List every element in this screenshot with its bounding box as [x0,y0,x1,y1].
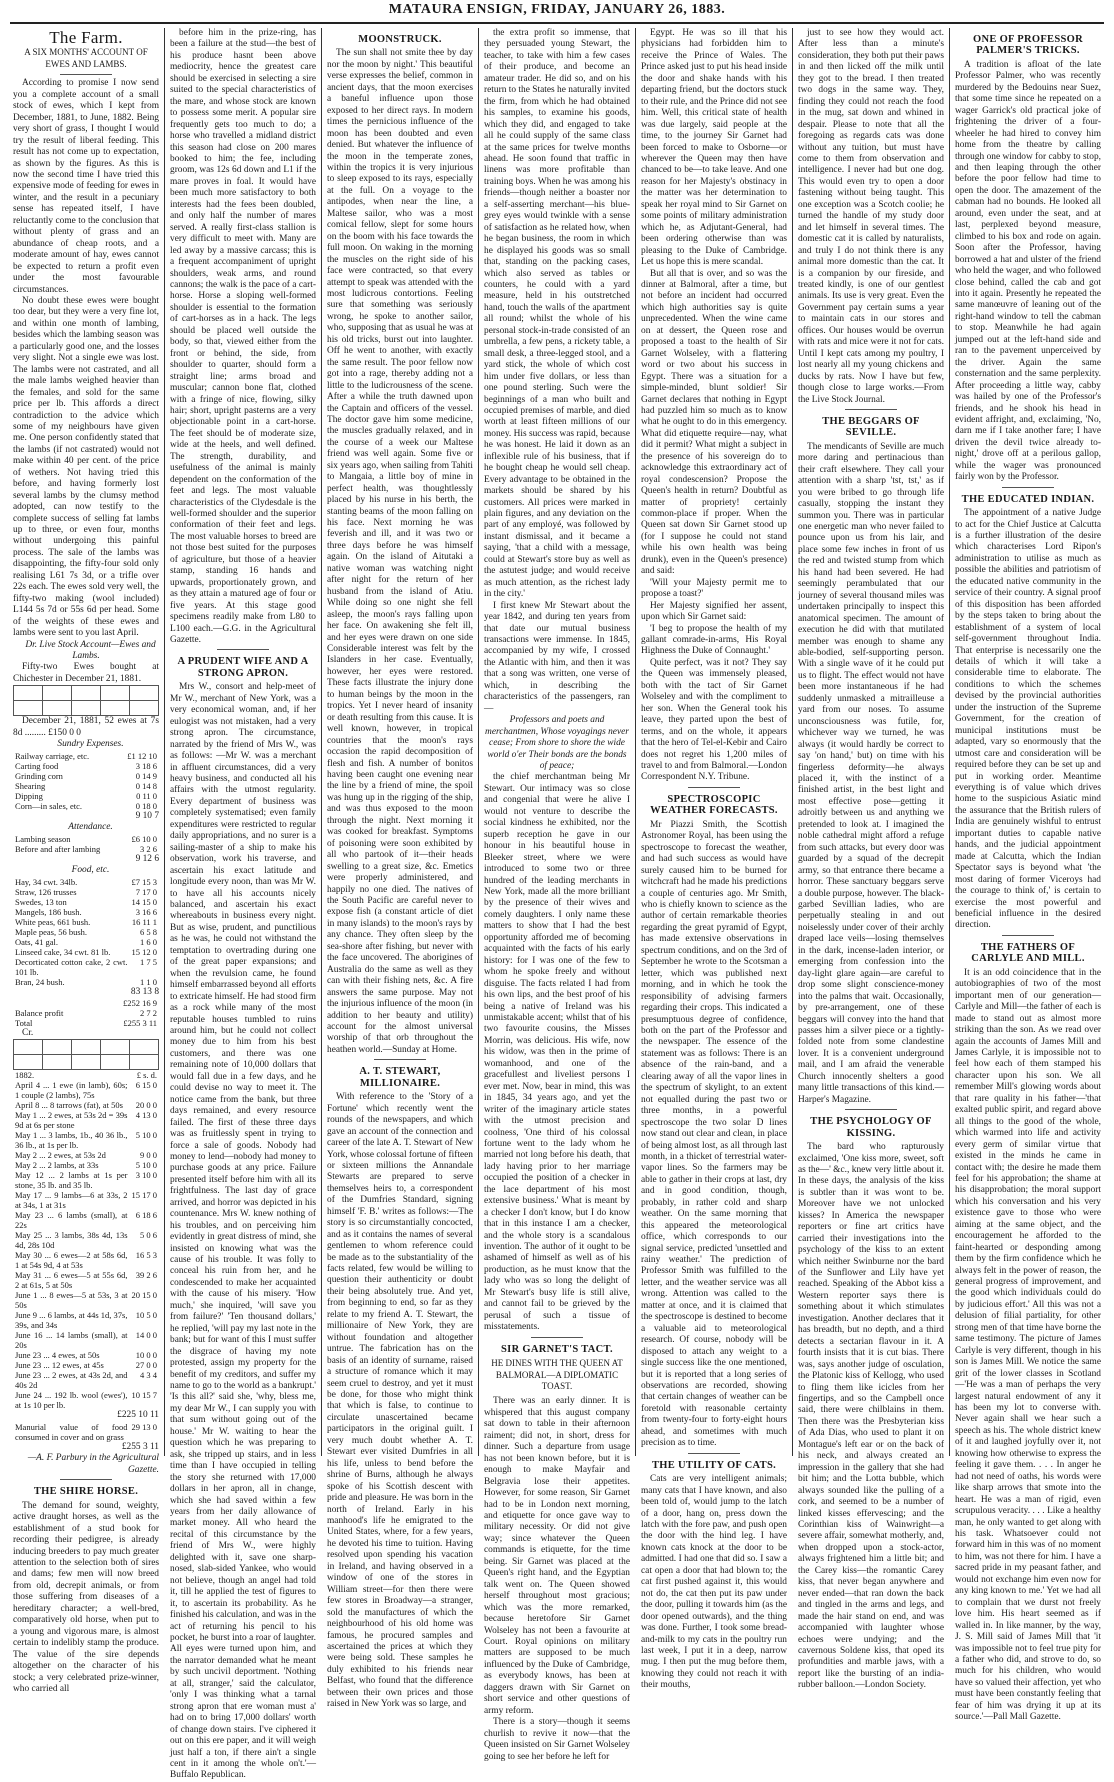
account-intro: Fifty-two Ewes bought at Chichester in December 21, 1881. [13,662,159,684]
row-label: May 1 ... 3 lambs, 1b., 40 36 lb., 36 lb., at 1s per lb. [15,1130,128,1151]
manure-label: Manurial value of food consumed in cover and on grass [15,1421,128,1442]
article-paragraph: The bard who rapturously exclaimed, 'One kiss more, sweet, soft as the—' &c., knew very little about it. In these days, the analysis of the kiss is subtler than it was wont to be. Moreover have we not unlocked kisses? In America the newspaper reporters or fine art critics have carried their investigations into the psychology of the kiss to an extent which neither Swinburne nor the bard of the Sunflower and Lily have yet reached. Speaking of the Abbot kiss a Western reporter says there is something about it which stimulates investigation. Another declares that it has breadth, but no depth, and a third detects a sectarian flavour in it. A fourth insists that it is cut bias. There was, says another judge of osculation, the Platonic kiss of Kellogg, who used to fling them like icicles from her fingertips, and so the Campbell once said, there were chilblains in them. Then there was the Presbyterian kiss of Ada Dias, who used to plant it on Montague's left ear or on the back of his neck, and always created an impression in the gallery that she had bit him; and the Lotta bubble, which always sounded like the pulling of a cork, and seemed to be a number of linked kisses effervescing; and the Corinthian kiss of Wainwright—a severe affair, somewhat motherly, and, when dropped upon a stock-actor, always frightened him a little bit; and the Carey kiss—the romantic Carey kiss, that never began anywhere and never ended—that ran down the back and tingled in the arms and legs, and made the hair stand on end, and was accompanied with laughter whose echoes were undying; and the cavernous Soldene kiss, that oped its profundities and marble jaws, with a report like the bursting of an india-rubber balloon.—London Society. [798,1142,944,1691]
row-amount: 3 2 6 [140,843,157,854]
row-amount: 0 11 0 [136,790,157,801]
row-label: Railway carriage, etc. [15,750,90,761]
table-row [13,1350,159,1360]
row-amount: 1 7 5 [140,956,157,967]
column-5 [636,28,793,1691]
row-amount: 9 0 0 [140,1150,157,1161]
row-label: Straw, 126 trusses [15,886,77,897]
article-subhead: A SIX MONTHS' ACCOUNT OF EWES AND LAMBS. [24,47,148,69]
article-paragraph: The sun shall not smite thee by day nor the moon by night.' This beautiful verse expresses the belief, common in ancient days, that the moon exercises a baneful influence upon those exposed to her direct rays. In modern times the pernicious influence of the moon has been doubted and even denied. But whatever the influence of the moon in the temperate zones, within the tropics it is very injurious to sleep exposed to its rays, especially at the full. On a voyage to the antipodes, when near the line, a Maltese sailor, who was a most comical fellow, slept for some hours on the boom with his face towards the full moon. On waking in the morning the muscles on the right side of his face were contracted, so that every attempt to speak was attended with the most ludicrous contortions. Feeling sure that something was seriously wrong, he spoke to another sailor, who, supposing that as usual he was at his old tricks, burst out into laughter. Off he went to another, with exactly the same result. The poor fellow now got into a rage, thereby adding not a little to the ludicrousness of the scene. After a while the truth dawned upon the Captain and officers of the vessel. The doctor gave him some medicine, the muscles gradually relaxed, and in the course of a week our Maltese friend was well again. Some five or six years ago, when sailing from Tahiti to Mangaia, a little boy of mine in perfect health, was thoughtlessly placed by his nurse in his berth, the stanting beams of the moon falling on his face. Next morning he was feverish and ill, and it was two or three days before he was himself again. On the island of Aitutaki a native woman was watching night after night for the return of her husband from the island of Atiu. While doing so one night she fell asleep, the moon's rays falling upon her face. On awakening she felt ill, and her eyes were drawn on one side Considerable interest was felt by the Islanders in her case. Eventually, however, her eyes were restored. These facts illustrate the injury done to human beings by the moon in the tropics. Yet I never heard of insanity or death resulting from this cause. It is well known, however, in tropical countries that the moon's rays occasion the rapid decomposition of flesh and fish. A number of bonitos having been caught one evening near the line by a friend of mine, the spoil was hung up in the rigging of the ship, and was thus exposed to the moon through the night. Next morning it was cooked for breakfast. Symptoms of poisoning were soon exhibited by all who partook of it—their heads swelling to a great size, &c. Emetics were properly administered, and happily no one died. The natives of the South Pacific are careful never to expose fish (a constant article of diet in many islands) to the moon's rays by any chance. They often sleep by the sea-shore after fishing, but never with the face uncovered. The aborigines of Australia do the same as well as they can with their fishing nets, &c. A fire answers the same purpose. May not the injurious influence of the moon (in addition to her beauty and utility) account for the almost universal worship of that orb throughout the heathen world.—Sunday at Home. [327,48,473,1055]
row-label: Linseed cake, 34 cwt. 81 lb. [15,946,111,957]
article-paragraph: The demand for sound, weighty, active draught horses, as well as the establishment of a stud book for recording their pedigree, is already inducing breeders to pay much greater attention to the selection both of sires and dams; few men will now breed from old, decrepit animals, or from those suffering from diseases of a hereditary character; a well-bred, comparatively old horse, when put to a young and vigorous mare, is almost certain to indelibly stamp the produce. The value of the sire depends altogether on the character of his stock; a very celebrated prize-winner, who carried all [13,1500,159,1694]
table-row [13,1150,159,1160]
article-paragraph: Her Majesty signified her assent, upon which Sir Garnet said: [641,600,787,623]
row-amount: 5 10 0 [135,1130,157,1141]
divider [845,409,896,410]
row-label [13,998,98,1008]
table-row [13,917,159,927]
column-2 [165,28,322,1781]
row-label: April 8 ... 8 tarrows (fat), at 50s [15,1100,123,1111]
table-row [13,1160,159,1170]
column-1 [8,28,165,1694]
balance-table [13,998,159,1028]
table-row [13,927,159,937]
row-amount: £6 10 0 [131,833,157,844]
column-3 [322,28,479,1710]
article-paragraph: The appointment of a native Judge to act for the Chief Justice at Calcutta is a further illustration of the desire which characterises Lord Ripon's administration to utilise as much as possible the abilities and patriotism of the educated native community in the service of their country. A signal proof of this disposition has been afforded by the steps taken to bring about the establishment of a system of local self-government throughout India. That enterprise is necessarily one the details of which it will take a considerable time to elaborate. The conditions to which the schemes devised by the provincial authorities under the instruction of the Supreme Government, for the creation of municipal institutions must be adapted, vary so enormously that the utmost care and consideration will be required before they can be set up and put in working order. Meantime everything is of value which drives home to the suspicious Asiatic mind the assurance that the British rulers of India are genuinely wishful to entrust important duties to capable native hands, and the judicial appointment made at Calcutta, which the Indian Spectator says is beyond what 'the most daring of former Viceroys had the courage to think of,' is certain to exercise the most powerful and beneficial influence in the desired direction. [955,508,1101,931]
table-row [13,751,159,761]
row-amount: 2 7 2 [140,1008,157,1018]
article-paragraph: The mendicants of Seville are much more daring and pertinacious than their craft elsewhere. They call your attention with a sharp 'tst, tst,' as if you were bribed to go through life casually, stopping the instant they summon you. There was in particular one energetic man who never failed to pounce upon us from his lair, and place some few inches in front of us the red and twisted stump from which his hand had been severed. He had seemingly perambulated that our journey of several thousand miles was undertaken principally to inspect this anatomical specimen. The amount of execution he did with that mutilated member was enough to shame any able-bodied, self-supporting person. With a single wave of it he could put us to flight. The effect would not have been more instantaneous if he had suddenly unmasked a mitrailleuse a yard from our noses. To assume unconsciousness was futile, for, whichever way we turned, he was always (it would hardly be correct to say 'on hand,' but) on time with his fingerless deformity—he always placed it, with the instinct of a finished artist, in the best light and most effective pose—getting it adroitly between us and anything we pretended to look at. I imagined the noble cathedral might afford a refuge from such attacks, but every door was guarded by a squad of the decrepit army, so that entrance there became a horror. These sanctuary beggars serve a double purpose, however. The black-garbed Sevillian ladies, who are perpetually stealing in and out noiselessly under cover of their archly draped lace veils—losing themselves in the dark, incense-laden interior, or emerging from confession into the day-light glare again—are careful to drop some slight conscience-money into the palms that wait. Occasionally, by pre-arrangement, one of these beggars will convey into the hand that passes him a silver piece or a tightly-folded note from some clandestine lover. It is a convenient underground mail, and I am afraid the venerable Church innocently shelters a good many little transactions of this kind.—Harper's Magazine. [798,441,944,1105]
row-amount: £ s. d. [136,1070,157,1081]
row-amount: 7 17 0 [135,886,157,897]
article-paragraph: 'I beg to propose the health of my gallant comrade-in-arms, His Royal Highness the Duke of Connaught.' [641,623,787,657]
table-row [13,1390,159,1410]
row-label: Before and after lambing [15,843,101,854]
article-title: THE BEGGARS OF SEVILLE. [822,415,920,439]
table-row [13,977,159,987]
section-title-the-farm: The Farm. [49,28,123,47]
row-label: Decorticated cotton cake, 2 cwt. 101 lb. [15,956,128,977]
row-label: May 17 ... 9 lambs—6 at 33s, 2 at 34s, 1 at 31s [15,1190,128,1211]
divider [60,74,111,75]
table-row [13,791,159,801]
row-label: May 25 ... 3 lambs, 38s 4d, 13s 4d, 28s 10d [15,1230,128,1251]
sales-grid [13,1039,159,1070]
row-label: Carting food [15,760,59,771]
article-credit: —A. F. Parbury in the Agricultural Gazette. [27,1453,159,1475]
row-label: May 12 ... 2 lambs at 1s per stone, 35 lb. and 35 lb. [15,1170,128,1191]
row-amount: 14 0 0 [135,1330,157,1341]
divider [688,1453,739,1454]
table-row [13,1250,159,1270]
table-row [13,998,159,1008]
row-amount: 0 18 0 [135,800,157,811]
article-title: THE SHIRE HORSE. [33,1486,139,1498]
manure-table [13,1422,159,1442]
article-title: ONE OF PROFESSOR PALMER'S TRICKS. [972,34,1083,57]
row-amount: £7 15 3 [131,876,157,887]
table-row [13,1170,159,1190]
row-amount: 20 15 0 [131,1290,157,1301]
row-amount: 4 13 0 [135,1110,157,1121]
article-title: A. T. STEWART, MILLIONAIRE. [359,1066,441,1089]
row-amount: 10 0 0 [135,1350,157,1361]
row-label: Swedes, 13 ton [15,896,67,907]
row-label: May 2 ... 2 lambs, at 33s [15,1160,99,1171]
article-paragraph: There was an early dinner. It is whispered that this august company sat down to table in their afternoon raiment; did not, in short, dress for dinner. Such a departure from usage has not been known before, but it is enough to make Mayfair and Belgravia lose their appetites. However, for some reason, Sir Garnet had to be in London next morning, and etiquette for once gave way to military necessity. Or did not give way; since whatever the Queen commands is etiquette, for the time being. Sir Garnet was placed at the Queen's right hand, and the Egyptian talk went on. The Queen showed herself throughout most gracious; which was the more remarked, because heretofore Sir Garnet Wolseley has not been a favourite at Court. Royal opinions on military matters are supposed to be much influenced by the Duke of Cambridge, as everybody knows, has been at daggers drawn with Sir Garnet on short service and other questions of army reform. [484,1396,630,1716]
divider [1002,487,1053,488]
article-paragraph: Quite perfect, was it not? They say the Queen was immensely pleased, both with the tact of Sir Garnet Wolseley and with the compliment to her son. When the General took his leave, they parted upon the best of terms, and on the whole, it appears that the hero of Tel-el-Kebir and Cairo does not regret his 1,200 miles of travel to and from Balmoral.—London Correspondent N.Y. Tribune. [641,657,787,783]
row-amount: 15 17 0 [131,1190,157,1201]
row-label: June 23 ... 2 ewes, at 43s 2d, and 40s 2d [15,1370,128,1391]
row-label: May 31 ... 6 ewes—5 at 55s 6d, 2 at 61s, 5 at 50s [15,1270,128,1291]
column-6 [793,28,950,1691]
table-row [13,1360,159,1370]
row-amount: 6 15 0 [135,1080,157,1091]
table-row [13,834,159,844]
row-amount: 27 0 0 [135,1360,157,1371]
table-row [13,897,159,907]
article-paragraph: With reference to the 'Story of a Fortune' which recently went the rounds of the newspapers, and which gave an account of the connection and career of the late A. T. Stewart of New York, whose colossal fortune of fifteen or sixteen millions the Annandale Stewarts are prepared to serve themselves heirs to, a correspondent of the Dumfries Standard, signing himself 'F. B.' writes as follows:—The story is so circumstantially concocted, and as it contains the names of several gentlemen to whom reference could be made as to the substantiality of the facts related, few would be willing to question their authenticity or doubt their being absolutely true. And yet, from beginning to end, so far as they relate to my friend A. T. Stewart, the millionaire of New York, they are without foundation and altogether untrue. The fabrication has on the basis of an identity of surname, raised a structure of romance which it may seem cruel to destroy, and yet it must be done, for those who might think that which is false, to continue to circulate unascertained became participators in the original guilt. I very much doubt whether A. T. Stewart ever visited Dumfries in all his life, unless to bend before the shrine of Burns, although he always spoke of his Scottish descent with pride and pleasure. He was born in the north of Ireland. Early in his manhood's life he emigrated to the United States, where, for a few years, he devoted his time to tuition. Having resolved upon spending his vacation in Ireland, and having observed in a window of one of the stores in William street—for then there were few stores in Broadway—a stranger, sold the manufactures of which the neighbourhood of his old home was famous, he procured samples and ascertained the prices at which they were being sold. These samples he duly exhibited to his friends near Belfast, who found that the difference between their own prices and those raised in New York was so large, and [327,1092,473,1710]
article-title: MOONSTRUCK. [358,34,442,45]
article-title: THE EDUCATED INDIAN. [961,493,1095,505]
table-row [13,887,159,897]
row-label: June 1 ... 8 ewes—5 at 53s, 3 at 50s [15,1290,128,1311]
article-title: THE PSYCHOLOGY OF KISSING. [810,1116,932,1139]
article-paragraph: Mrs W., consort and help-meet of Mr W., merchant of New York, was a very economical woman, and, if her eulogist was not mistaken, had a very strong apron. The circumstance, narrated by the friend of Mrs W., was as follows: —Mr W. was a merchant in affluent circumstances, did a very heavy business, and conducted all his affairs with the utmost regularity. Every department of business was completely systematised; even family expenditures were restricted to regular daily appropriations, and no surer is a sailing-master of a ship to make his observation, work his traverse, and ascertain his exact latitude and longitude every noon, than was Mr W. to have all his accounts nicely balanced, and ascertain his exact whereabouts in business every night. But as wise, prudent, and punctilious as he was, he could not withstand the temptation to overtrading during one of the great paper expansions; and when the revulsion came, he found himself embarrassed beyond all efforts to extricate himself. He had stood firm as a rock while many of the most reputable houses tumbled to ruins around him, but he could not collect money due to him from his best customers, and there was one remaining note of 10,000 dollars that would fall due in a few days, and he could devise no way to meet it. The notice came from the bank, but three days remained, and every resource failed. The first of these three days was as fruitlessly spent in trying to force a sale of goods. Nobody had money to lend—nobody had money to purchase goods at any price. Failure presented itself before him with all its frightfulness. The last day of grace arrived, and horror was depicted in his countenance. Mrs W. knew nothing of his troubles, and on perceiving him evidently in great distress of mind, she insisted on knowing what was the cause of his trouble. It was folly to conceal his ruin from her, and he condescended to make her acquainted with the cause of his misery. 'How much,' she inquired, 'will save you from failure?' 'Ten thousand dollars,' he replied, 'will pay my last note in the bank; but for want of this I must suffer the disgrace of having my note protested, assign my property for the benefit of my creditors, and suffer my name to go to the world as a bankrupt.' 'Is this all?' said she, 'why, bless me, my dear Mr W., I can supply you with that sum without going out of the house.' Mr W. waiting to hear the question which he was preparing to ask, she tripped up stairs, and in less time than I have occupied in telling the story she returned with 17,000 dollars in her apron, all in change, which she had saved within a few years from her daily allowance of market money. All who heard the recital of this circumstance by the friend of Mrs W., were highly delighted with it, save one sharp-nosed, slab-sided Yankee, who would not believe, though an angel had told it, till he applied the test of figures to it, to ascertain its probability. As he finished his calculation, and was in the act of returning his pencil to his pocket, he burst into a roar of laughter. All eyes were turned upon him, and the narrator demanded what he meant by such uncivil deportment. 'Nothing at all, stranger,' said the calculator, 'only I was thinking what a tarnal strong apron that ere woman must a' had on to bring 17,000 dollars' worth of change down stairs. I've ciphered it out on this ere paper, and it will weigh just half a ton, if there ain't a single cent in it among the whole on't.'—Buffalo Republican. [170,682,316,1781]
row-label: Total [15,1018,33,1028]
article-paragraph: I first knew Mr Stewart about the year 1842, and during ten years from that date our mutual business transactions were immense. In 1845, accompanied by my wife, I crossed the Atlantic with him, and then it was that a song was written, one verse of which, in describing the characteristics of the passengers, ran— [484,600,630,714]
sundry-table [13,751,159,811]
article-title: SIR GARNET'S TACT. [501,1343,613,1355]
divider [688,787,739,788]
article-subhead: HE DINES WITH THE QUEEN AT BALMORAL—A DIPLOMATIC TOAST. [491,1358,623,1392]
row-amount: 3 16 6 [135,906,157,917]
row-amount: 16 11 1 [131,916,157,927]
divider [374,1059,425,1060]
row-label: 1882. [15,1070,35,1081]
table-row [13,1130,159,1150]
row-amount: 16 5 3 [135,1250,157,1261]
account-title: Dr. Live Stock Account—Ewes and Lambs. [25,639,156,662]
table-row [13,1330,159,1350]
table-row [13,1080,159,1100]
row-label: May 2 ... 2 ewes, at 53s 2d [15,1150,106,1161]
article-paragraph: 'Will your Majesty permit me to propose a toast?' [641,577,787,600]
table-row [13,1310,159,1330]
row-label: Shearing [15,780,46,791]
table-row [13,1008,159,1018]
attendance-table [13,834,159,854]
table-row [13,1370,159,1390]
attendance-total: 9 12 6 [135,853,159,864]
article-paragraph: just to see how they would act. After less than a minute's consideration, they both put their paws in and then licked off the milk until they got to the bread. I then treated two dogs in the same way. They, finding they could not reach the food in the mug, sat down and whined in despair. Please to note that all the foregoing as regards cats was done without any tuition, but must have come to them from observation and intelligence. I never had but one dog. This would even try to open a door fastening without being taught. This one exception was a Scotch coolie; he turned the handle of my study door and let himself in several times. The domestic cat it is called by naturalists, and truly I do not think there is any animal more domestic than the cat. It is a companion by our fireside, and treated kindly, is one of our gentlest animals. Its use is very great. Even the Government pay certain sums a year to maintain cats in our stores and offices. Our houses would be overrun with rats and mice were it not for cats. Until I kept cats among my poultry, I lost nearly all my young chickens and ducks by rats. Now I have but few, though close to large works.—From the Live Stock Journal. [798,28,944,405]
article-title: THE FATHERS OF CARLYLE AND MILL. [971,941,1085,965]
sundry-total: 9 10 7 [135,810,159,821]
article-title: SPECTROSCOPIC WEATHER FORECASTS. [650,793,778,817]
table-row [13,781,159,791]
credit-subtotal: £225 10 11 [117,1410,159,1421]
row-label: May 30 ... 6 ewes—2 at 58s 6d, 1 at 54s 9d, 4 at 53s [15,1250,128,1271]
row-amount: £252 16 9 [123,998,157,1008]
table-row [13,907,159,917]
divider [217,649,268,650]
row-label: May 1 ... 2 ewes, at 53s 2d = 39s 9d at 6s per stone [15,1110,128,1131]
credit-total: £255 3 11 [121,1441,159,1452]
article-paragraph: the extra profit so immense, that they persuaded young Stewart, the teacher, to take with him a few cases of their produce, and become an amateur trader. He did so, and on his return to the States he naturally invited the firm, from which he had obtained his samples, to examine his goods, which they did, and engaged to take all he could supply of the same class at the same prices for twelve months ahead. He soon found that traffic in linens was more profitable than training boys. When he was among his friends—though neither a boaster nor a self-asserting merchant—his blue-grey eyes would twinkle with a sense of satisfaction as he related how, when he began business, the room in which he displayed his goods was so small that, standing on the packing cases, which also served as tables or counters, he could with a yard measure, held in his outstretched hand, touch the walls of the apartment all round; whilst the whole of his personal stock-in-trade consisted of an umbrella, a few pens, a rickety table, a small desk, a three-legged stool, and a yard stick, the whole of which cost him under five dollars, or less than one pound sterling. Such were the beginnings of a man who built and occupied premises of marble, and died worth at least fifteen millions of our money. His success was rapid, because he was honest. He laid it down as an inflexible rule of his business, that if he bought cheap he would sell cheap. Every advantage to be obtained in the markets should be shared by his customers. All prices were marked in plain figures, and any deviation on the part of any employé, was followed by instant dismissal, and it became a saying, 'that a child with a message, could at Stewart's store buy as well as the astutest judge; and would receive as much attention, as the richest lady in the city.' [484,28,630,600]
row-label: June 16 ... 14 lambs (small), at 20s [15,1330,128,1351]
row-amount: 0 14 8 [135,780,157,791]
row-amount: 20 0 0 [135,1100,157,1111]
row-amount: 5 0 6 [140,1230,157,1241]
credit-table [13,1070,159,1410]
row-amount: 4 3 4 [140,1370,157,1381]
row-label: Lambing season [15,833,71,844]
row-label: Mangels, 186 bush. [15,906,82,917]
table-row [13,1070,159,1080]
article-paragraph: Cats are very intelligent animals; many cats that I have known, and also been told of, would jump to the latch of a door, hang on, press down the latch with the fore paw, and push open the door with the hind leg. I have known cats knock at the door to be admitted. I had one that did so. I saw a cat open a door that had blown to; the cat first pushed against it, this would not do, the cat then put its paw under the door, pulling it towards him (as the door opened outwards), and the thing was done. Further, I took some bread-and-milk to my cats in the poultry run last week, I put it in a deep, narrow mug. I then put the mug before them, knowing they could not reach it with their mouths, [641,1474,787,1691]
table-row [13,1100,159,1110]
table-row [13,1290,159,1310]
article-paragraph: According to promise I now send you a complete account of a small stock of ewes, which I kept from December, 1881, to June, 1882. Being very short of grass, I thought I would try the result of liberal feeding. This result has not come up to expectation, as shown by the figures. As this is now the second time I have tried this expensive mode of feeding for ewes in winter, and the result in a pecuniary sense has repeated itself, I have reluctantly come to the conclusion that without plenty of grass and an abundance of cheap roots, and a moderate amount of hay, ewes cannot be expected to return a profit even under the most favourable circumstances. [13,78,159,295]
row-amount: 14 15 0 [131,896,157,907]
divider [845,1109,896,1110]
credit-heading: Cr. [22,1028,34,1038]
article-paragraph: A tradition is afloat of the late Professor Palmer, who was recently murdered by the Bedouins near Suez, that some time since he repeated on a wager Garrick's old practical joke of frightening the driver of a four-wheeler he had hired to convey him home from the theatre by calling through one window for cabby to stop, and then leaping through the other before the poor fellow had time to open the door. The amazement of the cabman had no bounds. He looked all around, even under the seat, and at last, perplexed beyond measure, climbed to his box and rode on again. Soon after the Professor, having borrowed a hat and ulster of the friend who held the wager, and who followed close behind, called the cab and got into it again. Presently he repeated the same manœuvre of leaning out of the right-hand window to tell the cabman to stop. Meanwhile he had again jumped out at the left-hand side and ran to the pavement unperceived by the driver. Again the same consternation and the same perplexity. After proceeding a little way, cabby was hailed by one of the Professor's friends, and he shook his head in evident affright, and, exclaiming, 'No, darn me if I take another fare; I have driven the devil twice already to-night,' drove off at a perilous gallop, while the wager was pronounced fairly won by the Professor. [955,59,1101,483]
food-heading: Food, etc. [71,865,110,876]
food-total: 83 13 8 [130,986,159,997]
purchase-grid [13,685,159,716]
table-row [13,1190,159,1210]
article-paragraph: Egypt. He was so ill that his physicians had forbidden him to receive the Prince of Wales. The Prince asked just to put his head inside the door and shake hands with his departing friend, but the doctors stuck to their rule, and the Prince did not see him. Well, this critical state of health was due largely, said people at the time, to the journey Sir Garnet had been forced to make to Osborne—or wherever the Queen may then have chanced to be—to take leave. And one reason for her Majesty's obstinacy in the matter was her determination to speak her royal mind to Sir Garnet on some points of military administration which he, as Adjutant-General, had been ordering otherwise than was pleasing to the Duke of Cambridge. Let us hope this is mere scandal. [641,28,787,268]
table-row [13,937,159,947]
article-title: A PRUDENT WIFE AND A STRONG APRON. [177,656,309,679]
article-paragraph: No doubt these ewes were bought too dear, but they were a very fine lot, and within one month of lambing, besides which the lambing season was a particularly good one, and the losses very slight. Not a single ewe was lost. The lambs were not castrated, and all the male lambs weighed heavier than the females, and sold for the same price per lb. This affords a direct contradiction to the advice which some of my neighbours have given me. One person confidently stated that the lambs (if not castrated) would not make within 40 per cent. of the price of wethers. Not having tried this before, and having formerly lost several lambs by the clumsy method adopted, can now testify to the complete success of selling fat lambs up to three, or even four, months without undergoing this painful process. The sale of the lambs was disappointing, the fifty-four sold only realising L61 7s 3d, or a trifle over 22s each. The ewes sold very well, the fifty-two making (wool included) L144 5s 7d or 55s 6d per head. Some of the weights of these ewes and lambs were sent to you last April. [13,295,159,639]
row-label: May 23 ... 6 lambs (small), at 22s [15,1210,128,1231]
row-label: June 9 ... 6 lambs, at 44s 1d, 37s, 39s, and 34s [15,1310,128,1331]
table-row [13,1110,159,1130]
row-label: June 23 ... 12 ewes, at 45s [15,1360,104,1371]
row-label: Bran, 24 bush. [15,976,65,987]
row-amount: 1 1 0 [140,976,157,987]
article-paragraph: the chief merchantman being Mr Stewart. Our intimacy was so close and congenial that were he alive I would not venture to describe the social kindness he exhibited, nor the superb reception he gave in our honour in his beautiful house in Bleeker street, where we were introduced to some two or three hundred of the leading merchants in New York, made all the more brilliant by the presence of their wives and comely daughters. I only name these matters to show that I had the best opportunity afforded me of becoming acquainted with the facts of his early history: for I was one of the few to whom he spoke freely and without disguise. The facts related I had from his own lips, and the best proof of his being a native of Ireland was his unmistakable accent; whilst that of his two favourite cousins, the Misses Morrin, was delicious. His wife, now his widow, was then in the prime of womanhood, and one of the gracefullest and liveliest persons I ever met. Now, bear in mind, this was in 1845, 34 years ago, and yet the writer of the imaginary article states with the utmost precision and coolness, 'One third of his colossal fortune went to the lady whom he married not long before his death, that lady having prior to her marriage occupied the position of a checker in the lace department of his most extensive business.' What is meant by a checker I don't know, but I do know that in this instance I am a checker, and the whole story is a scandalous invention. The author of it ought to be ashamed of himself as well as of his production, as he must know that the lady who was so long the delight of Mr Stewart's busy life is still alive, and cannot fail to be grieved by the perusal of such a tissue of misstatements. [484,772,630,1333]
table-row [13,947,159,957]
sundry-heading: Sundry Expenses. [57,739,124,750]
row-label: Dipping [15,790,43,801]
divider [1002,935,1053,936]
article-paragraph: before him in the prize-ring, has been a failure at the stud—the best of his produce hasnt been above mediocrity, hence the greatest care should be exercised in selecting a sire suited to the special characteristics of the mare, and whose stock are known to possess some merit. A popular sire frequently gets too much to do; a horse who travelled a midland district this season had close on 200 mares booked to him; the fee, including groom, was 12s 6d down and L1 if the mare proves in foal. It would have been much more satisfactory to both interests had the fees been doubled, and only half the number of mares served. A really first-class stallion is very difficult to meet with. Many are led away by a massive carcass; this is a frequent accompaniment of upright shoulders, weak arms, and round cannons; the walk is the pace of a cart-horse. Horse a sloping well-formed shoulder is essential to the formation of cart-horses as in a hack. The legs should be placed well outside the body, so that, viewed either from the front or behind, the side, from shoulder to quarter, should form a straight line; arms broad and muscular; cannon bone flat, clothed with a fringe of nice, flowing, silky hair; short, upright pasterns are a very objectionable point in a cart-horse. The feet should be of moderate size, wide at the heels, and well defined. The strength, durability, and usefulness of the animal is mainly dependent on the conformation of the feet and legs. The most valuable characteristics of the Clydesdale is the well-formed shoulder and the superior conformation of their feet and legs. The most valuable horses to breed are not those best suited for the purposes of agriculture, but those of a heavier stamp, standing 16 hands and upwards, proportionately grown, and as they attain a matured age of four or five years. At this stage good specimens readily make from L80 to L100 each.—G.G. in the Agricultural Gazette. [170,28,316,646]
article-title: THE UTILITY OF CATS. [651,1459,777,1471]
article-paragraph: But all that is over, and so was the dinner at Balmoral, after a time, but not before an incident had occurred which high authorities say is quite unprecedented. When the wine came on at dessert, the Queen rose and proposed a toast to the health of Sir Garnet Wolseley, with a flattering word or two about his success in Egypt. There was a situation for a simple-minded, blunt soldier! Sir Garnet declares that nothing in Egypt had puzzled him so much as to know what he ought to do in this emergency. What did etiquette require—nay, what did it permit? What might a subject in the presence of his sovereign do to acknowledge this extraordinary act of royal condescension? Propose the Queen's health in return? Doubtful as matter of propriety! certainly common-place if proper. When the Queen sat down Sir Garnet stood up (for I suppose he could not stand while his own health was being drunk), even in the Queen's presence) and said: [641,268,787,577]
row-amount: 15 12 0 [131,946,157,957]
manure-value: 29 13 0 [131,1421,157,1432]
row-amount: £1 12 10 [127,750,157,761]
table-row [13,801,159,811]
verse: Professors and poets and merchantmen, Whose voyagings never cease; From shore to shore the wide world o'er Their bonds are the bonds of peace; [485,715,629,771]
row-label: April 4 ... 1 ewe (in lamb), 60s; 1 couple (2 lambs), 75s [15,1080,128,1101]
row-label: White peas, 661 bush. [15,916,91,927]
article-paragraph: It is an odd coincidence that in the autobiographies of two of the most important men of our generation—Carlyle and Mill—the father of each is made to stand out as almost more striking than the son. As we read over again the accounts of James Mill and James Carlyle, it is impossible not to feel how each of them stamped his character upon his son. We all remember Mill's glowing words about that rare quality in his father—'that exalted public spirit, and regard above all things to the good of the whole, which warmed into life and activity every germ of similar virtue that existed in the minds he came in contact with; the desire he made them feel for his approbation; the shame at his disapprobation; the moral support which his conversation and his very existence gave to those who were aiming at the same object, and the encouragement he afforded to the faint-hearted or desponding among them by the firm confidence which he always felt in the power of reason, the general progress of improvement, and the good which individuals could do by judicious effort.' All this was not a delusion of filial partiality, for other strong men of that time have borne the same testimony. The picture of James Carlyle is very different, though in his son is James Mill. We notice the same grit of the lower classes in Scotland—'He was a man of perhaps the very largest natural endowment of any it has been my lot to converse with. Never again shall we hear such a speech as his. The whole district knew of it and laughed joyfully over it, not knowing how otherwise to express the feeling it gave them. . . . In anger he had not need of oaths, his words were like sharp arrows that smote into the heart. He was a man of rigid, even scrupulous veracity. . . . Like a healthy man, he only wanted to get along with his task. Whatsoever could not forward him in this was of no moment to him, was not there for him. I have a sacred pride in my peasant father, and would not exchange him even now for any king known to me.' Yet we had all to complain that we durst not freely love him. His heart seemed as if walled in. In like manner, by the way, J. S. Mill said of James Mill that 'it was impossible not to feel true pity for a father who did, and strove to do, so much for his children, who would have so valued their affection, yet who must have been constantly feeling that fear of him was drying it up at its source.'—Pall Mall Gazette. [955,967,1101,1723]
row-amount: 3 18 6 [135,760,157,771]
table-row [13,844,159,854]
row-amount: 3 10 0 [135,1170,157,1181]
article-paragraph: There is a story—though it seems churlish to revive it now—that the Queen insisted on Sir Garnet Wolseley going to see her before he left for [484,1717,630,1762]
row-label: Oats, 41 gal. [15,936,58,947]
row-amount: 0 14 9 [135,770,157,781]
page-columns [8,28,1106,1781]
masthead: MATAURA ENSIGN, FRIDAY, JANUARY 26, 1883. [10,2,1104,24]
table-row [13,957,159,977]
column-4 [479,28,636,1762]
row-amount: 6 18 6 [135,1210,157,1221]
row-label: Corn—in sales, etc. [15,800,83,811]
row-label: Grinding corn [15,770,63,781]
row-amount: 1 6 0 [140,936,157,947]
account-row: December 21, 1881, 52 ewes at 7s 8d ......... £150 0 0 [13,716,159,738]
row-label: Hay, 34 cwt. 34lb. [15,876,78,887]
table-row [13,1230,159,1250]
divider [531,1337,582,1338]
row-label: June 23 ... 4 ewes, at 50s [15,1350,100,1361]
row-amount: 10 15 7 [131,1390,157,1401]
row-amount: 6 5 8 [140,926,157,937]
table-row [13,761,159,771]
row-label: Maple peas, 56 bush. [15,926,88,937]
article-paragraph: Mr Piazzi Smith, the Scottish Astronomer Royal, has been using the spectroscope to forecast the weather, and had such success as would have surely caused him to be burned for witchcraft had he made his predictions a couple of centuries ago. Mr Smith, who is chiefly known to science as the author of certain remarkable theories regarding the great pyramid of Egypt, has made extensive observations in spectrum conditions, and on the 3rd of September he wrote to the Scotsman a letter, which was published next morning, and in which he took the responsibility of advising farmers regarding their crops. This indicated a presumptuous degree of confidence, both on the part of the Professor and the newspaper. The essence of the statement was as follows: There is an absence of the rain-band, and a clearing away of all the vapor lines in the spectrum of skylight, to an extent not equalled during the past two or three months, in a powerful spectroscope the two solar D lines now stand out clear and clean, in place of being almost lost, as all through last month, in a thicket of terrestrial water-vapor lines. So the farmers may be able to gather in their crops at last, dry and in good condition, though, probably, in rather cold and sharp weather. On the same morning that this appeared the meteorological office, which corresponds to our signal service, predicted 'unsettled and rainy weather.' The prediction of Professor Smith was fulfilled to the letter, and the weather service was all wrong. Attention was called to the matter at once, and it is claimed that the spectroscope is destined to become a valuable aid to meteorological research. Of course, nobody will be disposed to attach any weight to a single success like the one mentioned, but it is reported that a long series of observations are recorded, showing that certain changes of weather can be foretold with reasonable certainty from twenty-four to forty-eight hours ahead, and sometimes with much precision as to time. [641,819,787,1449]
row-amount: 39 2 6 [135,1270,157,1281]
food-table [13,877,159,987]
table-row [13,1210,159,1230]
table-row [13,771,159,781]
row-amount: 5 10 0 [135,1160,157,1171]
attendance-heading: Attendance. [68,822,113,833]
table-row [13,1018,159,1028]
row-label: June 24 ... 192 lb. wool (ewes'), at 1s 10 per lb. [15,1390,128,1411]
table-row [13,1270,159,1290]
row-amount: £255 3 11 [123,1018,157,1028]
column-7 [950,28,1106,1723]
table-row [13,877,159,887]
row-label: Balance profit [15,1008,64,1018]
divider [60,1479,111,1480]
row-amount: 10 5 0 [135,1310,157,1321]
